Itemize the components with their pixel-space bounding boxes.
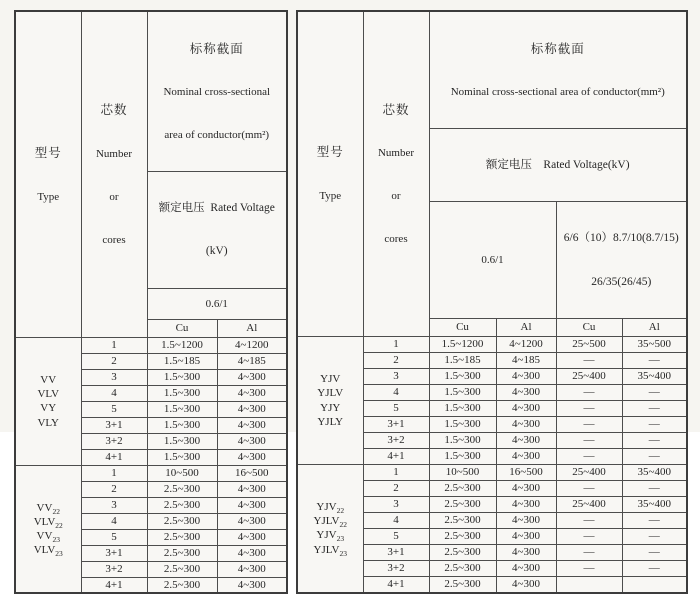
cell-section-range: 35~400	[622, 497, 687, 513]
header-type-en: Type	[319, 190, 342, 203]
cell-section-range: 4~300	[217, 561, 287, 577]
header-cores-zh: 芯数	[100, 102, 128, 117]
cell-section-range: 4~300	[217, 401, 287, 417]
cell-section-range: —	[622, 513, 687, 529]
cell-section-range: —	[622, 449, 687, 465]
cell-section-range: —	[556, 385, 622, 401]
cell-cores: 3	[363, 369, 429, 385]
cell-cores: 3+2	[363, 561, 429, 577]
cell-section-range: 4~300	[496, 417, 556, 433]
cell-section-range: 1.5~185	[429, 353, 496, 369]
cell-section-range: 25~400	[556, 465, 622, 481]
header-nominal-section: 标称截面 Nominal cross-sectional area of conductor(mm²)	[429, 11, 687, 129]
cell-section-range: 2.5~300	[429, 561, 496, 577]
cell-cores: 2	[363, 481, 429, 497]
cell-cores: 2	[81, 481, 147, 497]
cell-section-range: 1.5~300	[147, 369, 217, 385]
cell-section-range: 1.5~300	[429, 433, 496, 449]
cell-cores: 1	[81, 465, 147, 481]
cell-section-range: 4~300	[217, 433, 287, 449]
cell-type-group: YJV YJLV YJY YJLY	[297, 337, 363, 465]
cell-section-range	[556, 577, 622, 593]
cell-cores: 4+1	[363, 577, 429, 593]
cell-section-range: 1.5~300	[147, 385, 217, 401]
cell-section-range: 16~500	[217, 465, 287, 481]
cell-section-range: 4~300	[496, 369, 556, 385]
header-nominal-zh: 标称截面	[530, 41, 585, 56]
header-type-en: Type	[37, 190, 60, 203]
cell-section-range: 2.5~300	[429, 497, 496, 513]
cell-type-group: $VV_{22}$ $VLV_{22}$ $VV_{23}$ $VLV_{23}$	[15, 465, 81, 593]
cell-section-range: 4~300	[496, 401, 556, 417]
header-nominal-section: 标称截面 Nominal cross-sectional area of conductor(mm²)	[147, 11, 287, 172]
cell-section-range: —	[556, 561, 622, 577]
cell-section-range: 1.5~300	[429, 449, 496, 465]
cell-section-range: 2.5~300	[147, 481, 217, 497]
cell-section-range	[622, 577, 687, 593]
cell-section-range: 4~1200	[496, 337, 556, 353]
cell-section-range: —	[556, 513, 622, 529]
cell-cores: 5	[363, 401, 429, 417]
header-al-high: Al	[622, 319, 687, 337]
cell-section-range: —	[556, 401, 622, 417]
cell-section-range: 4~300	[217, 497, 287, 513]
cell-section-range: 2.5~300	[429, 529, 496, 545]
cell-section-range: 4~300	[496, 545, 556, 561]
cell-section-range: 1.5~300	[429, 417, 496, 433]
header-cores: 芯数 Number or cores	[81, 11, 147, 337]
cell-cores: 3+1	[81, 545, 147, 561]
cell-section-range: 4~300	[496, 385, 556, 401]
cell-section-range: 2.5~300	[147, 497, 217, 513]
cell-section-range: 4~300	[217, 481, 287, 497]
cell-section-range: 1.5~300	[147, 417, 217, 433]
header-type-zh: 型号	[316, 145, 344, 160]
cell-section-range: —	[622, 353, 687, 369]
cell-section-range: —	[622, 385, 687, 401]
cell-section-range: 1.5~300	[147, 433, 217, 449]
cell-cores: 2	[81, 353, 147, 369]
cell-section-range: —	[556, 481, 622, 497]
cell-section-range: 10~500	[429, 465, 496, 481]
header-nominal-zh: 标称截面	[189, 41, 244, 56]
cell-section-range: 4~300	[496, 513, 556, 529]
cell-cores: 1	[363, 337, 429, 353]
header-cu-low: Cu	[429, 319, 496, 337]
cell-section-range: 10~500	[147, 465, 217, 481]
header-rated-voltage: 额定电压 Rated Voltage(kV)	[429, 129, 687, 202]
cell-cores: 3+2	[363, 433, 429, 449]
cell-section-range: 4~300	[217, 545, 287, 561]
table-row	[297, 465, 687, 481]
cell-section-range: 4~300	[217, 385, 287, 401]
cell-type-group: VV VLV VY VLY	[15, 337, 81, 465]
header-type	[297, 11, 363, 337]
cell-section-range: 35~400	[622, 369, 687, 385]
cell-section-range: 4~300	[217, 577, 287, 593]
cell-cores: 3	[81, 497, 147, 513]
cell-cores: 4+1	[81, 449, 147, 465]
cell-section-range: 4~300	[217, 513, 287, 529]
table-row	[297, 337, 687, 353]
cell-section-range: 4~185	[496, 353, 556, 369]
cell-section-range: 2.5~300	[147, 513, 217, 529]
cell-section-range: 4~300	[496, 449, 556, 465]
pvc-table-body	[15, 337, 287, 593]
cell-section-range: —	[556, 353, 622, 369]
cell-section-range: 25~500	[556, 337, 622, 353]
cell-cores: 4+1	[363, 449, 429, 465]
cell-cores: 3+2	[81, 433, 147, 449]
cell-section-range: 4~300	[217, 417, 287, 433]
cell-section-range: 4~300	[496, 561, 556, 577]
header-voltage-high: 6/6（10）8.7/10(8.7/15) 26/35(26/45)	[556, 202, 687, 319]
cell-section-range: 35~400	[622, 465, 687, 481]
header-al: Al	[217, 319, 287, 337]
cell-section-range: 4~300	[496, 529, 556, 545]
cell-section-range: 1.5~185	[147, 353, 217, 369]
cell-section-range: 25~400	[556, 497, 622, 513]
cell-section-range: —	[622, 481, 687, 497]
header-cu: Cu	[147, 319, 217, 337]
cell-section-range: 2.5~300	[429, 481, 496, 497]
cell-section-range: 4~300	[496, 481, 556, 497]
cell-cores: 2	[363, 353, 429, 369]
header-cores: 芯数 Number or cores	[363, 11, 429, 337]
cell-section-range: 2.5~300	[429, 577, 496, 593]
cell-section-range: 2.5~300	[147, 577, 217, 593]
header-rated-voltage: 额定电压 Rated Voltage (kV)	[147, 172, 287, 289]
cell-section-range: 4~1200	[217, 337, 287, 353]
cell-cores: 3+1	[363, 417, 429, 433]
header-type	[15, 11, 81, 337]
cell-cores: 3+1	[363, 545, 429, 561]
cell-section-range: 2.5~300	[147, 529, 217, 545]
cell-section-range: 1.5~300	[147, 449, 217, 465]
cell-section-range: 4~300	[496, 577, 556, 593]
cell-section-range: —	[556, 545, 622, 561]
cell-cores: 4	[81, 513, 147, 529]
cell-cores: 1	[81, 337, 147, 353]
cell-section-range: 1.5~300	[147, 401, 217, 417]
cell-cores: 3+1	[81, 417, 147, 433]
cell-section-range: 4~185	[217, 353, 287, 369]
cell-cores: 3	[81, 369, 147, 385]
cell-cores: 5	[363, 529, 429, 545]
table-row	[15, 465, 287, 481]
xlpe-table-body	[297, 337, 687, 593]
xlpe-cable-table	[296, 10, 688, 594]
cell-cores: 5	[81, 529, 147, 545]
cell-type-group: $YJV_{22}$ $YJLV_{22}$ $YJV_{23}$ $YJLV_{23}$	[297, 465, 363, 593]
cell-section-range: 4~300	[496, 433, 556, 449]
cell-section-range: 1.5~300	[429, 369, 496, 385]
cell-section-range: 35~500	[622, 337, 687, 353]
cell-section-range: —	[622, 417, 687, 433]
cell-section-range: 4~300	[217, 529, 287, 545]
cell-section-range: —	[556, 449, 622, 465]
cell-cores: 4	[81, 385, 147, 401]
cell-section-range: 2.5~300	[147, 561, 217, 577]
cell-cores: 4+1	[81, 577, 147, 593]
header-type-zh: 型号	[34, 145, 62, 160]
cell-section-range: 4~300	[217, 449, 287, 465]
header-voltage-low: 0.6/1	[429, 202, 556, 319]
cell-section-range: —	[556, 417, 622, 433]
cell-section-range: —	[622, 401, 687, 417]
cell-section-range: 1.5~300	[429, 401, 496, 417]
cell-section-range: 4~300	[496, 497, 556, 513]
cell-section-range: —	[622, 433, 687, 449]
cell-section-range: 1.5~300	[429, 385, 496, 401]
cell-section-range: 1.5~1200	[147, 337, 217, 353]
header-al-low: Al	[496, 319, 556, 337]
header-cores-zh: 芯数	[382, 102, 410, 117]
cell-section-range: 2.5~300	[429, 545, 496, 561]
cell-section-range: 2.5~300	[147, 545, 217, 561]
cell-section-range: —	[556, 433, 622, 449]
cell-cores: 1	[363, 465, 429, 481]
cell-cores: 4	[363, 513, 429, 529]
header-voltage-low: 0.6/1	[147, 288, 287, 319]
cell-section-range: —	[556, 529, 622, 545]
pvc-cable-table	[14, 10, 288, 594]
cell-cores: 4	[363, 385, 429, 401]
header-cu-high: Cu	[556, 319, 622, 337]
cell-cores: 3+2	[81, 561, 147, 577]
cell-section-range: —	[622, 561, 687, 577]
cell-section-range: —	[622, 529, 687, 545]
cell-cores: 5	[81, 401, 147, 417]
cell-section-range: 25~400	[556, 369, 622, 385]
cell-section-range: —	[622, 545, 687, 561]
table-row	[15, 337, 287, 353]
cell-cores: 3	[363, 497, 429, 513]
cell-section-range: 2.5~300	[429, 513, 496, 529]
cell-section-range: 4~300	[217, 369, 287, 385]
cell-section-range: 16~500	[496, 465, 556, 481]
cell-section-range: 1.5~1200	[429, 337, 496, 353]
